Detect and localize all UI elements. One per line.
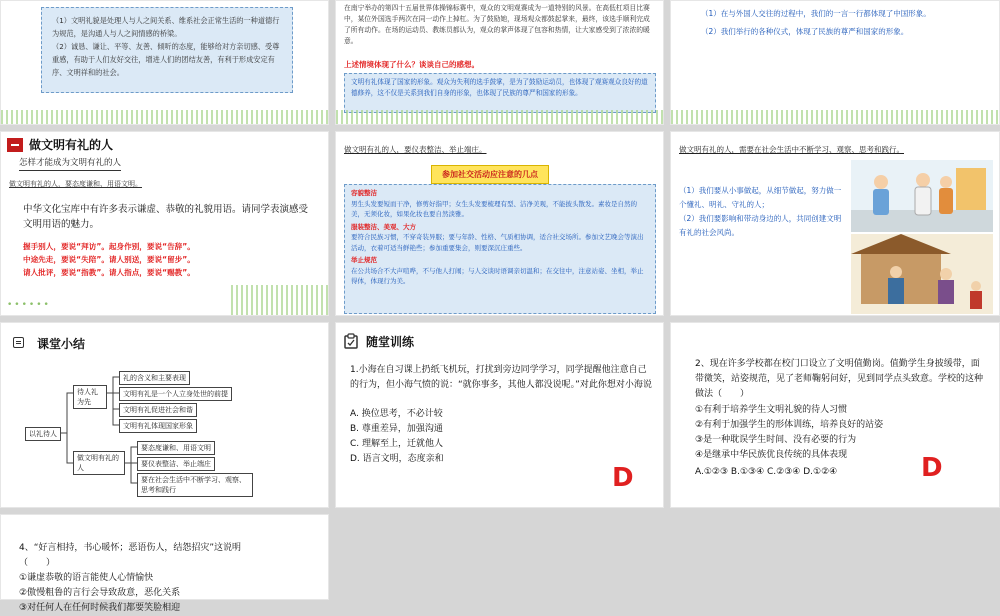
dots-decoration: •••••• — [7, 300, 51, 310]
polite-phrases — [23, 240, 313, 279]
case-answer: 文明有礼体现了国家的形象。观众为失利的选手鼓掌，是为了鼓励运动员，也体现了观赛观众良好的道德修养，这不仅是关系到我们自身的形象，也体现了民族的尊严和国家的形象。 — [351, 78, 648, 97]
slide-summary[interactable] — [0, 322, 329, 508]
mindmap-leaf: 礼的含义和主要表现 — [119, 371, 190, 385]
grass-decoration — [1, 110, 328, 124]
statement-item: ④是继承中华民族优良传统的具体表现 — [695, 450, 848, 460]
slide-gymnastics-case[interactable] — [335, 0, 664, 125]
slide-civility-meaning[interactable] — [0, 0, 329, 125]
etiquette-box — [344, 184, 656, 314]
classical-illustration — [851, 234, 993, 314]
phrase-line: 中途先走，要说“失陪”。请人别送，要说“留步”。 — [23, 255, 195, 264]
statement-item: ②有利于加强学生的形体训练，培养良好的站姿 — [695, 420, 884, 430]
etiquette-text: 在公共场合不大声喧哗，不与他人打闹；与人交谈时语调亲切温和；在交往中，注意站姿、坐相，举止得体，体现行为美。 — [351, 266, 644, 285]
subtitle: 怎样才能成为文明有礼的人 — [19, 157, 121, 171]
case-answer-box — [344, 73, 656, 113]
quiz-options — [350, 407, 630, 467]
statement-item: ③对任何人在任何时候我们都要笑脸相迎 — [19, 603, 181, 613]
explanation-box — [41, 7, 293, 93]
mindmap-branch-2: 做文明有礼的人 — [73, 451, 125, 475]
section-title: 做文明有礼的人 — [29, 138, 114, 152]
etiquette-text: 男生头发要短而干净，修剪好指甲；女生头发要梳理有型、洁净美观，不能披头散发。素妆是自然的美，无须化妆，如果化妆也要自然淡雅。 — [351, 199, 637, 218]
answer-label: D — [612, 463, 634, 493]
phrase-line: 请人批评，要说“指教”。请人指点，要说“赐教”。 — [23, 268, 195, 277]
body-text: 中华文化宝库中有许多表示谦虚、恭敬的礼貌用语。请同学表演感受文明用语的魅力。 — [23, 204, 309, 230]
explanation-point-2: （2）诚恳、谦让、平等、友善、倾听的态度，能够给对方亲切感、受尊重感，有助于人们友好交往，增进人们的团结友善，有利于形成安定有序、文明祥和的社会。 — [52, 42, 280, 77]
quiz-question: 4、“好言相持，书心暖怀；恶语伤人，结怨招灾”这说明（ ） — [19, 543, 242, 568]
quiz-statements — [19, 571, 319, 616]
option-b[interactable]: B. 尊重差异，加强沟通 — [350, 424, 443, 434]
mindmap-leaf: 文明有礼促进社会和谐 — [119, 403, 197, 417]
slide-quiz-2[interactable] — [670, 322, 1000, 508]
etiquette-box-title: 参加社交活动应注意的几点 — [431, 165, 549, 184]
section-marker-icon — [7, 138, 23, 152]
mindmap-leaf: 文明有礼是一个人立身处世的前提 — [119, 387, 232, 401]
slide-header: 做文明有礼的人，要仪表整洁、举止端庄。 — [344, 145, 487, 154]
option-d[interactable]: D. 语言文明，态度亲和 — [350, 454, 444, 464]
quiz-question: 2、现在许多学校都在校门口设立了文明值勤岗。值勤学生身披缓带，面带微笑，站姿规范，见了老师鞠躬问好，见到同学点头致意。学校的这种做法（ ） — [695, 359, 984, 399]
practice-points — [679, 184, 847, 240]
mindmap-leaf: 文明有礼体现国家形象 — [119, 419, 197, 433]
statement-item: ①有利于培养学生文明礼貌的待人习惯 — [695, 405, 848, 415]
quiz-question: 1.小海在自习课上扔纸飞机玩，打扰到旁边同学学习，同学提醒他注意自己的行为，但小海气愤的说：“就你事多，其他人都没说呢。”对此你想对小海说 — [350, 365, 652, 390]
summary-title: 课堂小结 — [37, 337, 86, 351]
etiquette-heading: 举止规范 — [351, 256, 377, 264]
phrase-line: 握手别人，要说“拜访”。起身作别，要说“告辞”。 — [23, 242, 195, 251]
statement-item: ①谦虚恭敬的语言能使人心情愉快 — [19, 573, 154, 583]
statement-item: ②傲慢粗鲁的言行会导致敌意，恶化关系 — [19, 588, 181, 598]
slide-national-image[interactable] — [670, 0, 1000, 125]
key-point: 做文明有礼的人，要态度谦和、用语文明。 — [9, 180, 142, 188]
mindmap-leaf: 要态度谦和、用语文明 — [137, 441, 215, 455]
case-story: 在南宁举办的第四十五届世界体操锦标赛中，观众的文明观赛成为一道特别的风景。在高低杠项目比赛中，某位外国选手两次在同一动作上掉杠。为了鼓励她，现场观众都鼓起掌来，最终，该选手顺利完成了所有动作。在场的运动员、教练员都认为，观众的掌声体现了包容和热情，让大家感受到了浓浓的暖意。 — [344, 4, 650, 45]
etiquette-text: 要符合民族习惯，不穿奇装异服；要与年龄、性格、气质相协调，适合社交场所。参加文艺晚会等演出活动，衣着可适当鲜艳些；参加重要集会，则要深沉庄重些。 — [351, 233, 644, 252]
mindmap-leaf: 要仪表整洁、举止端庄 — [137, 457, 215, 471]
grass-decoration — [336, 110, 663, 124]
image-point-1: （1）在与外国人交往的过程中，我们的一言一行都体现了中国形象。 — [701, 9, 931, 18]
mindmap-root: 以礼待人 — [25, 427, 61, 441]
image-points-box — [691, 1, 971, 89]
case-question: 上述情境体现了什么？谈谈自己的感想。 — [344, 60, 479, 69]
clipboard-icon — [344, 333, 358, 349]
mindmap-leaf: 要在社会生活中不断学习、观察、思考和践行 — [137, 473, 253, 497]
etiquette-heading: 容貌整洁 — [351, 189, 377, 197]
slide-social-etiquette[interactable] — [335, 131, 664, 316]
slide-be-civil-person[interactable] — [0, 131, 329, 316]
slide-learn-practice[interactable] — [670, 131, 1000, 316]
slide-quiz-1[interactable] — [335, 322, 664, 508]
mindmap-branch-1: 待人礼为先 — [73, 385, 107, 409]
option-c[interactable]: C. 理解至上，迁就他人 — [350, 439, 444, 449]
quiz-title: 随堂训练 — [366, 335, 415, 349]
slide-quiz-4[interactable] — [0, 514, 329, 613]
option-a[interactable]: A. 换位思考，不必计较 — [350, 409, 443, 419]
quiz-options[interactable]: A.①②③ B.①③④ C.②③④ D.①②④ — [695, 467, 838, 477]
explanation-point-1: （1）文明礼貌是处理人与人之间关系、维系社会正常生活的一种道德行为规范，是沟通人与人之间情感的桥梁。 — [52, 16, 280, 38]
statement-item: ③是一种耽误学生时间、没有必要的行为 — [695, 435, 857, 445]
office-illustration — [851, 160, 993, 232]
etiquette-heading: 服装整洁、美观、大方 — [351, 222, 416, 231]
answer-label: D — [921, 453, 943, 483]
practice-point-1: （1）我们要从小事做起，从细节做起，努力做一个懂礼、明礼、守礼的人； — [679, 186, 842, 209]
grass-decoration — [231, 285, 328, 315]
practice-point-2: （2）我们要影响和带动身边的人，共同创建文明有礼的社会风尚。 — [679, 214, 842, 237]
image-point-2: （2）我们举行的各种仪式，体现了民族的尊严和国家的形象。 — [701, 27, 909, 36]
grass-decoration — [671, 110, 999, 124]
slide-header: 做文明有礼的人，需要在社会生活中不断学习、观察、思考和践行。 — [679, 145, 904, 154]
